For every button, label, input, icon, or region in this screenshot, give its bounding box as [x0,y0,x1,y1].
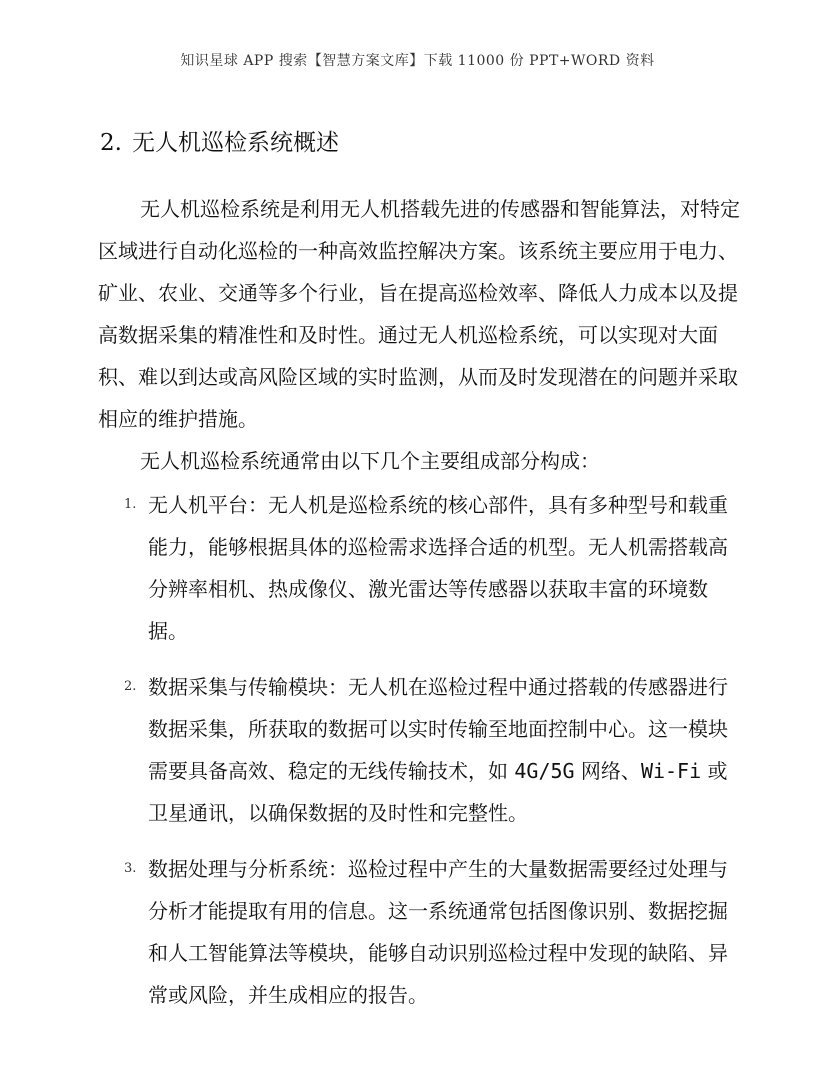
section-heading [100,124,339,157]
list-item [98,848,744,1016]
list-item-text-part: 数据采集与传输模块：无人机在巡检过程中通过搭载的传感器进行数据采集，所获取的数据可以实时传输至地面控制中心。这一模块需要具备高效、稳定的无线传输技术，如 [148,675,728,783]
section-title-text: 无人机巡检系统概述 [131,130,339,156]
components-list [98,484,744,1016]
overview-paragraph: 无人机巡检系统是利用无人机搭载先进的传感器和智能算法，对特定区域进行自动化巡检的一种高效监控解决方案。该系统主要应用于电力、矿业、农业、交通等多个行业，旨在提高巡检效率、降低人力成本以及提高数据采集的精准性和及时性。通过无人机巡检系统，可以实现对大面积、难以到达或高风险区域的实时监测，从而及时发现潜在的问题并采取相应的维护措施。 [98,197,740,431]
page-header: 知识星球 APP 搜索【智慧方案文库】下载 11000 份 PPT+WORD 资料 [180,53,655,69]
list-marker: 1. [124,497,137,512]
list-item-text: 数据处理与分析系统：巡检过程中产生的大量数据需要经过处理与分析才能提取有用的信息。这一系统通常包括图像识别、数据挖掘和人工智能算法等模块，能够自动识别巡检过程中发现的缺陷、异常或风险，并生成相应的报告。 [148,857,728,1007]
section-number: 2. [100,130,122,156]
wifi-term: Wi-Fi [640,759,702,783]
list-item-text: 无人机平台：无人机是巡检系统的核心部件，具有多种型号和载重能力，能够根据具体的巡检需求选择合适的机型。无人机需搭载高分辨率相机、热成像仪、激光雷达等传感器以获取丰富的环境数据。 [148,493,728,643]
list-marker: 2. [124,679,137,694]
list-item-text-part: 网络、 [574,759,641,783]
list-marker: 3. [124,861,137,876]
list-item-text-part: 或卫星通讯，以确保数据的及时性和完整性。 [148,759,728,825]
list-item-text [148,675,728,825]
list-item [98,666,744,834]
document-body [98,188,744,1030]
network-term: 4G/5G [514,759,575,783]
list-item [98,484,744,652]
components-intro: 无人机巡检系统通常由以下几个主要组成部分构成： [140,449,600,473]
